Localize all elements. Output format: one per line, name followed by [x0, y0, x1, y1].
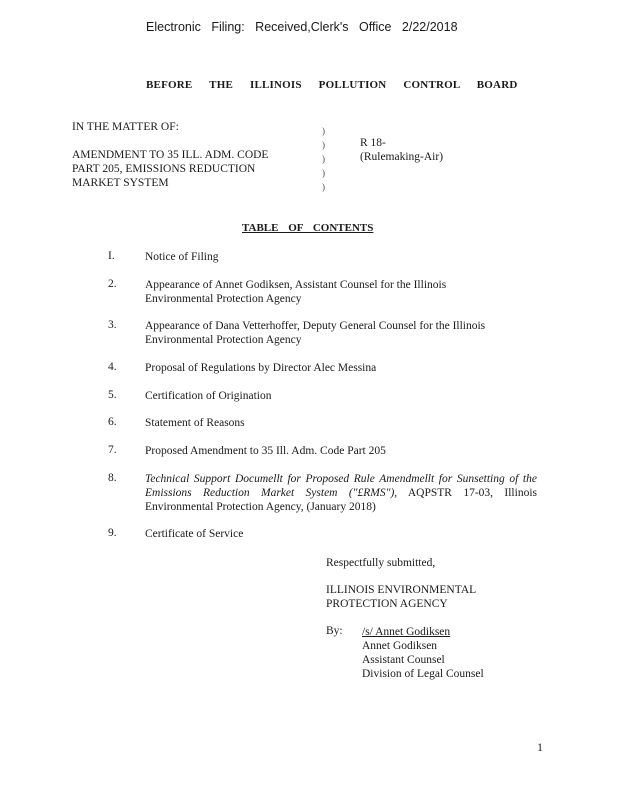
toc-item-text: [145, 472, 537, 514]
caption-parens: [322, 124, 325, 194]
toc-item-text: [145, 319, 537, 347]
signature-block: [362, 625, 484, 681]
electronic-signature: /s/ Annet Godiksen: [362, 626, 451, 638]
toc-line: Proposed Amendment to 35 Ill. Adm. Code Part 205: [145, 445, 386, 457]
rule-type: (Rulemaking-Air): [360, 151, 444, 163]
toc-line: Certificate of Service: [145, 528, 244, 540]
agency-line: ILLINOIS ENVIRONMENTAL: [326, 584, 477, 596]
rule-number: R 18-: [360, 137, 386, 149]
signer-division: Division of Legal Counsel: [362, 668, 484, 680]
rule-block: [360, 136, 443, 164]
paren: ): [322, 140, 325, 150]
toc-item-text: [145, 527, 537, 541]
toc-line: Certification of Origination: [145, 390, 272, 402]
agency-line: PROTECTION AGENCY: [326, 598, 448, 610]
toc-italic-title: Technical Support Documellt for Proposed Rule Amendmellt for Sunsetting of the Emissions Reduction Market System ("£RMS"),: [145, 473, 537, 499]
toc-item-number: 8.: [108, 472, 117, 484]
filing-stamp: Electronic Filing: Received,Clerk's Office 2/22/2018: [146, 20, 458, 34]
toc-item-number: 7.: [108, 444, 117, 456]
agency-name: [326, 583, 476, 611]
amendment-caption: [72, 148, 268, 190]
paren: ): [322, 168, 325, 178]
toc-title: TABLE OF CONTENTS: [242, 222, 374, 234]
paren: ): [322, 154, 325, 164]
toc-item-text: [145, 250, 537, 264]
toc-item-number: 4.: [108, 361, 117, 373]
toc-line: Environmental Protection Agency: [145, 334, 302, 346]
toc-item-text: [145, 389, 537, 403]
toc-item-number: 6.: [108, 416, 117, 428]
toc-item-text: [145, 416, 537, 430]
amendment-line: MARKET SYSTEM: [72, 177, 169, 189]
toc-item-rest: AQPSTR 17-03, Illinois Environmental Protection Agency, (January 2018): [145, 487, 537, 513]
by-label: By:: [326, 625, 343, 637]
toc-line: Appearance of Annet Godiksen, Assistant Counsel for the Illinois: [145, 279, 447, 291]
paren: ): [322, 182, 325, 192]
amendment-line: PART 205, EMISSIONS REDUCTION: [72, 163, 256, 175]
toc-item-number: 5.: [108, 389, 117, 401]
toc-item-text: [145, 361, 537, 375]
signer-name: Annet Godiksen: [362, 640, 438, 652]
board-heading: BEFORE THE ILLINOIS POLLUTION CONTROL BOARD: [146, 79, 518, 91]
page-number: 1: [537, 740, 543, 754]
toc-line: Statement of Reasons: [145, 417, 245, 429]
paren: ): [322, 126, 325, 136]
toc-line: Appearance of Dana Vetterhoffer, Deputy General Counsel for the Illinois: [145, 320, 486, 332]
toc-line: Proposal of Regulations by Director Alec Messina: [145, 362, 377, 374]
toc-item-number: I.: [108, 250, 115, 262]
matter-label: IN THE MATTER OF:: [72, 121, 179, 133]
toc-line: Notice of Filing: [145, 251, 219, 263]
toc-item-number: 9.: [108, 527, 117, 539]
toc-item-text: [145, 444, 537, 458]
toc-item-text: [145, 278, 537, 306]
toc-item-number: 2.: [108, 278, 117, 290]
amendment-line: AMENDMENT TO 35 ILL. ADM. CODE: [72, 149, 269, 161]
toc-item-number: 3.: [108, 319, 117, 331]
closing: Respectfully submitted,: [326, 557, 436, 569]
signer-title: Assistant Counsel: [362, 654, 445, 666]
toc-line: Environmental Protection Agency: [145, 293, 302, 305]
